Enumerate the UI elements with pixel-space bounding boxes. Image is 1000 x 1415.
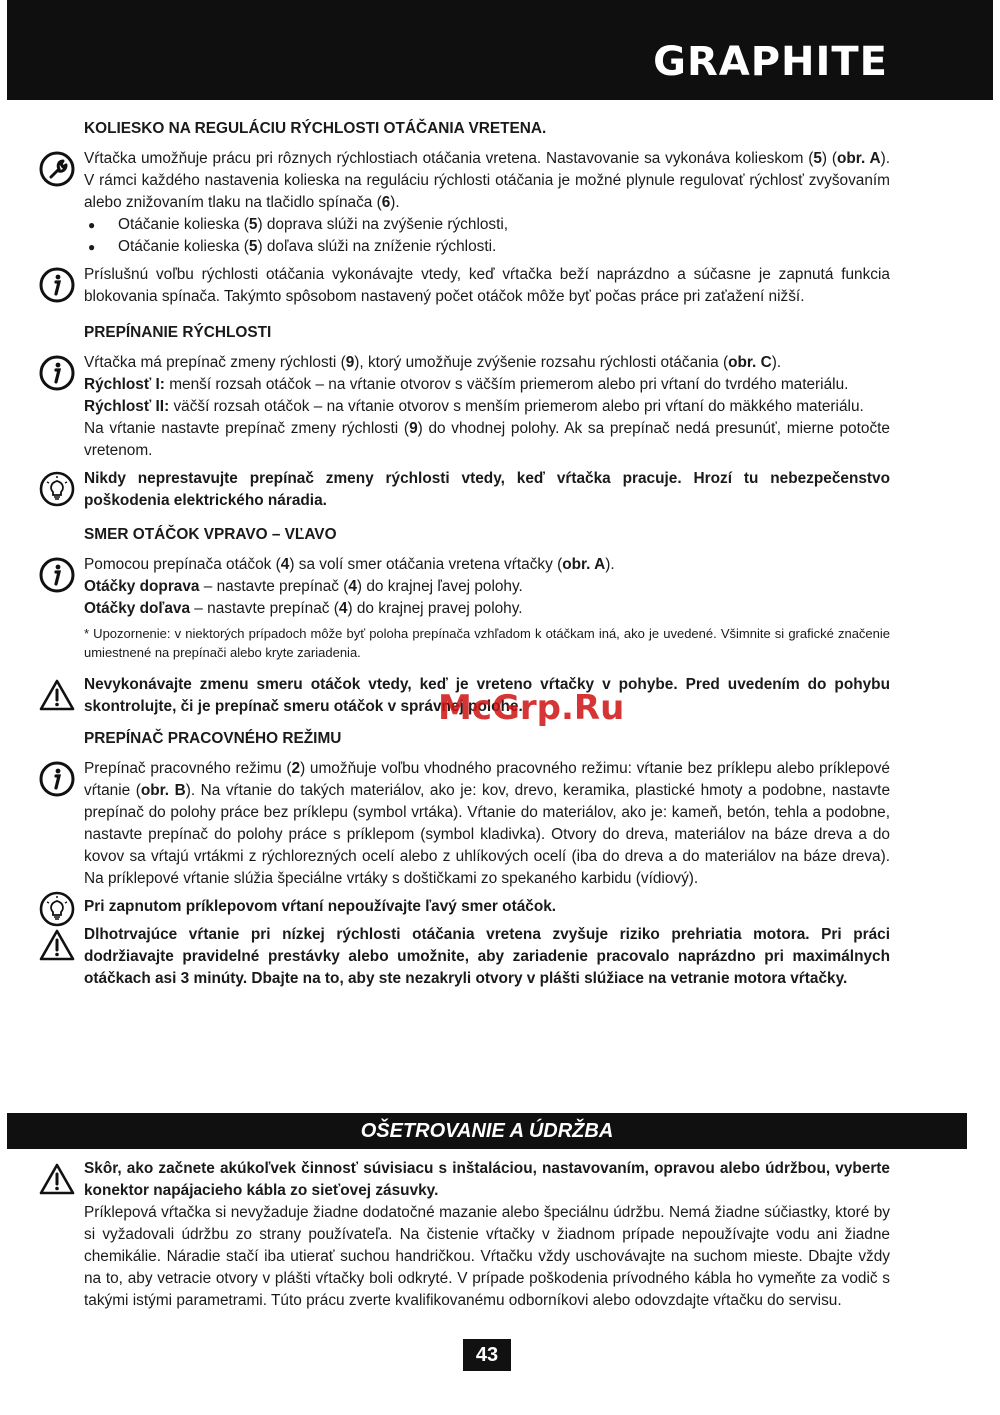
mode-paragraph bbox=[84, 758, 890, 890]
mode-warning: Dlhotrvajúce vŕtanie pri nízkej rýchlosti otáčania vretena zvyšuje riziko prehriatia motora. Pri práci dodržiavajte pravidelné prestávky alebo umožnite, aby zariadenie pracovalo naprázdno pri maximálnych otáčkach asi 3 minúty. Dbajte na to, aby ste nezakryli otvory v plášti slúžiace na vetranie motora vŕtačky. bbox=[84, 926, 890, 987]
ref-number: 4 bbox=[338, 600, 348, 617]
figure-ref: obr. A bbox=[562, 556, 606, 573]
text-run: Otáčanie kolieska ( bbox=[118, 238, 249, 255]
text-run: ) umožňuje voľbu vhodného pracovného režimu: vŕtanie bez príklepu alebo príklepové vŕtanie ( bbox=[84, 760, 890, 799]
mode-tip-block bbox=[84, 896, 890, 918]
warning-icon bbox=[38, 1160, 76, 1198]
text-run: ). Na vŕtanie do takých materiálov, ako je: kov, drevo, keramika, plastické hmoty a podobne, nastavte prepínač do polohy práce bez príklepu (symbol vrtáka). Vŕtanie do materiálov, ako je: kameň, betón, tehla a podobne, nastavte prepínač do polohy práce s príklepom (symbol kladivka). Otvory do dreva, materiálov na báze dreva a do kovov sa vŕtajú vrtákmi z rýchlorezných ocelí alebo z uhlíkových ocelí (iba do dreva a do materiálov na báze dreva). Na príklepové vŕtanie slúžia špeciálne vrtáky s doštičkami zo spekaného karbidu (vídiový). bbox=[84, 782, 891, 887]
info-icon bbox=[38, 556, 76, 594]
text-run: Vŕtačka má prepínač zmeny rýchlosti ( bbox=[84, 354, 346, 371]
gear-switch-tip-block bbox=[84, 468, 890, 512]
maintenance-content bbox=[84, 1158, 890, 1312]
text-run: Vŕtačka umožňuje prácu pri rôznych rýchlostiach otáčania vretena. Nastavovanie sa vykonáva kolieskom ( bbox=[84, 150, 814, 167]
wrench-icon bbox=[38, 150, 76, 188]
direction-left bbox=[84, 598, 890, 620]
ref-number: 5 bbox=[248, 238, 258, 255]
speed-1-label: Rýchlosť I: bbox=[84, 376, 165, 393]
text-run: Pomocou prepínača otáčok ( bbox=[84, 556, 281, 573]
info-icon bbox=[38, 354, 76, 392]
text-run: ). bbox=[605, 556, 615, 573]
lightbulb-icon bbox=[38, 890, 76, 928]
text-run: Na vŕtanie nastavte prepínač zmeny rýchlosti ( bbox=[84, 420, 410, 437]
info-icon bbox=[38, 760, 76, 798]
speed-wheel-paragraph bbox=[84, 148, 890, 214]
text-run: ), ktorý umožňuje zvýšenie rozsahu rýchlosti otáčania ( bbox=[354, 354, 729, 371]
figure-ref: obr. A bbox=[837, 150, 881, 167]
direction-warning: Nevykonávajte zmenu smeru otáčok vtedy, keď je vreteno vŕtačky v pohybe. Pred uvedením do pohybu skontrolujte, či je prepínač smeru otáčok v správnej polohe. bbox=[84, 676, 890, 715]
direction-right-label: Otáčky doprava bbox=[84, 578, 200, 595]
text-run: ) do vhodnej polohy. Ak sa prepínač nedá presunúť, mierne potočte vretenom. bbox=[84, 420, 890, 459]
speed-wheel-info: Príslušnú voľbu rýchlosti otáčania vykonávajte vtedy, keď vŕtačka beží naprázdno a súčasne je zapnutá funkcia blokovania spínača. Takýmto spôsobom nastavený počet otáčok môže byť počas práce pri zaťažení nižší. bbox=[84, 266, 890, 305]
section-header-maintenance: OŠETROVANIE A ÚDRŽBA bbox=[7, 1113, 967, 1149]
text-run: Otáčanie kolieska ( bbox=[118, 216, 249, 233]
ref-number: 2 bbox=[291, 760, 301, 777]
text-run: ). bbox=[771, 354, 782, 371]
ref-number: 5 bbox=[248, 216, 258, 233]
warning-icon bbox=[38, 926, 76, 964]
list-item bbox=[84, 214, 890, 236]
speed-wheel-info-block bbox=[84, 264, 890, 308]
ref-number: 6 bbox=[381, 194, 391, 211]
warning-icon bbox=[38, 676, 76, 714]
text-run: – nastavte prepínač ( bbox=[190, 600, 339, 617]
gear-switch-block bbox=[84, 352, 890, 462]
section-title-mode: PREPÍNAČ PRACOVNÉHO REŽIMU bbox=[84, 730, 342, 747]
page-number: 43 bbox=[463, 1339, 511, 1371]
text-run: – nastavte prepínač ( bbox=[199, 578, 349, 595]
ref-number: 9 bbox=[345, 354, 355, 371]
mode-block bbox=[84, 758, 890, 890]
ref-number: 4 bbox=[280, 556, 290, 573]
text-run: väčší rozsah otáčok – na vŕtanie otvorov s menším priemerom alebo pri vŕtaní do mäkkého materiálu. bbox=[169, 398, 864, 415]
speed-2-description bbox=[84, 396, 890, 418]
ref-number: 9 bbox=[409, 420, 418, 437]
text-run: ). bbox=[390, 194, 400, 211]
maintenance-warning-block bbox=[84, 1158, 890, 1202]
mode-warning-block bbox=[84, 924, 890, 990]
header-bar bbox=[7, 0, 993, 100]
main-content bbox=[84, 118, 890, 996]
maintenance-body: Príklepová vŕtačka si nevyžaduje žiadne dodatočné mazanie alebo špeciálnu údržbu. Nemá žiadne súčiastky, ktoré by si vyžadovali údržbu zo strany používateľa. Na čistenie vŕtačky v žiadnom prípade nepoužívajte vodu ani žiadne chemikálie. Náradie stačí iba utierať suchou handričkou. Vŕtačku vždy uschovávajte na suchom mieste. Dbajte vždy na to, aby vetracie otvory v plášti vŕtačky boli odkryté. V prípade poškodenia prívodného kábla ho vymeňte za vodič s takými istými parametrami. Túto prácu zverte kvalifikovanému odborníkovi alebo odovzdajte vŕtačku do servisu. bbox=[84, 1204, 890, 1309]
lightbulb-icon bbox=[38, 470, 76, 508]
gear-switch-paragraph bbox=[84, 352, 890, 374]
ref-number: 5 bbox=[813, 150, 822, 167]
text-run: ) doľava slúži na zníženie rýchlosti. bbox=[257, 238, 497, 255]
watermark: McGrp.Ru bbox=[438, 688, 625, 728]
section-title-direction: SMER OTÁČOK VPRAVO – VĽAVO bbox=[84, 526, 337, 543]
speed-wheel-bullets bbox=[84, 214, 890, 258]
list-item bbox=[84, 236, 890, 258]
info-icon bbox=[38, 266, 76, 304]
gear-switch-tip: Nikdy neprestavujte prepínač zmeny rýchlosti vtedy, keď vŕtačka pracuje. Hrozí tu nebezpečenstvo poškodenia elektrického náradia. bbox=[84, 470, 890, 509]
mode-tip: Pri zapnutom príklepovom vŕtaní nepoužívajte ľavý smer otáčok. bbox=[84, 898, 557, 915]
text-run: menší rozsah otáčok – na vŕtanie otvorov s väčším priemerom alebo pri vŕtaní do tvrdého materiálu. bbox=[164, 376, 849, 393]
text-run: Prepínač pracovného režimu ( bbox=[84, 760, 292, 777]
figure-ref: obr. B bbox=[140, 782, 186, 799]
figure-ref: obr. C bbox=[728, 354, 772, 371]
speed-wheel-block bbox=[84, 148, 890, 258]
speed-2-label: Rýchlosť II: bbox=[84, 398, 170, 415]
direction-paragraph bbox=[84, 554, 890, 576]
brand-logo: GRAPHITE bbox=[653, 39, 888, 85]
direction-block bbox=[84, 554, 890, 662]
direction-note: * Upozornenie: v niektorých prípadoch môže byť poloha prepínača vzhľadom k otáčkam iná, ako je uvedené. Všimnite si grafické značenie umiestnené na prepínači alebo kryte zariadenia. bbox=[84, 626, 890, 660]
direction-right bbox=[84, 576, 890, 598]
gear-switch-paragraph-2 bbox=[84, 418, 890, 462]
direction-left-label: Otáčky doľava bbox=[84, 600, 191, 617]
text-run: ) ( bbox=[821, 150, 837, 167]
ref-number: 4 bbox=[348, 578, 357, 595]
text-run: ) sa volí smer otáčania vretena vŕtačky ( bbox=[289, 556, 563, 573]
text-run: ) do krajnej pravej polohy. bbox=[347, 600, 523, 617]
section-title-gear-switch: PREPÍNANIE RÝCHLOSTI bbox=[84, 324, 272, 341]
text-run: ) doprava slúži na zvýšenie rýchlosti, bbox=[257, 216, 509, 233]
section-title-speed-wheel: KOLIESKO NA REGULÁCIU RÝCHLOSTI OTÁČANIA VRETENA. bbox=[84, 120, 547, 137]
maintenance-warning: Skôr, ako začnete akúkoľvek činnosť súvisiacu s inštaláciou, nastavovaním, opravou alebo údržbou, vyberte konektor napájacieho kábla zo sieťovej zásuvky. bbox=[84, 1160, 890, 1199]
text-run: ). V rámci každého nastavenia kolieska na reguláciu rýchlosti otáčania je možné plynule regulovať rýchlosť zvyšovaním alebo znižovaním tlaku na tlačidlo spínača ( bbox=[84, 150, 890, 211]
text-run: ) do krajnej ľavej polohy. bbox=[356, 578, 523, 595]
speed-1-description bbox=[84, 374, 890, 396]
